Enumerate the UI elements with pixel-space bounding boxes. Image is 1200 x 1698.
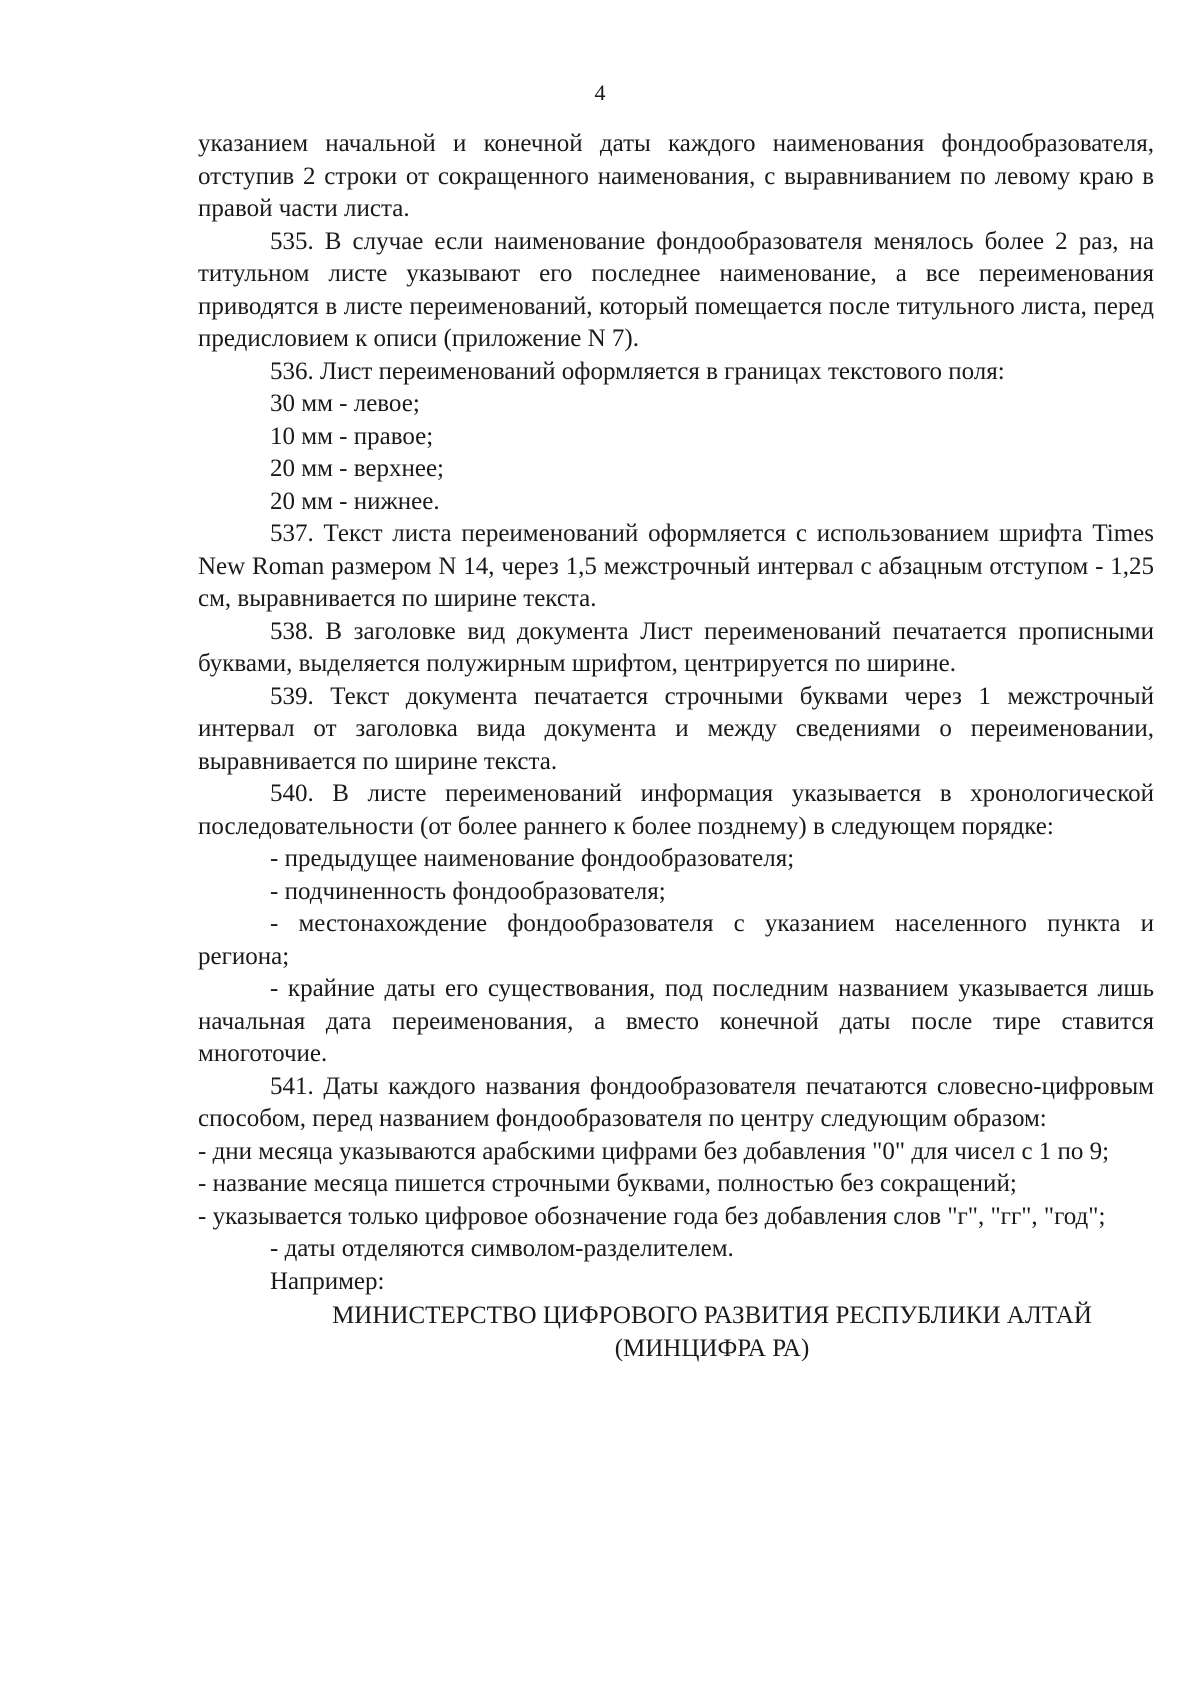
paragraph-538: 538. В заголовке вид документа Лист переименований печатается прописными буквами, выделяется полужирным шрифтом, центрируется по ширине. <box>198 617 1154 677</box>
paragraph-536: 536. Лист переименований оформляется в границах текстового поля: <box>270 357 1005 385</box>
list-item-month: - название месяца пишется строчными буквами, полностью без сокращений; <box>198 1170 1017 1197</box>
example-ministry-name: МИНИСТЕРСТВО ЦИФРОВОГО РАЗВИТИЯ РЕСПУБЛИКИ АЛТАЙ <box>332 1302 1092 1329</box>
list-item-dates: - крайние даты его существования, под последним названием указывается лишь начальная дата переименования, а вместо конечной даты после тире ставится многоточие. <box>198 975 1154 1067</box>
list-item-previous-name: - предыдущее наименование фондообразователя; <box>270 845 795 872</box>
margin-right-item: 10 мм - правое; <box>270 422 434 450</box>
margin-left-item: 30 мм - левое; <box>270 390 420 417</box>
list-item-separator: - даты отделяются символом-разделителем. <box>270 1235 734 1262</box>
example-ministry-abbreviation: (МИНЦИФРА РА) <box>614 1334 810 1362</box>
margin-top-item: 20 мм - верхнее; <box>270 455 444 482</box>
paragraph-535: 535. В случае если наименование фондообразователя менялось более 2 раз, на титульном листе указывают его последнее наименование, а все переименования приводятся в листе переименований, который помещается после титульного листа, перед предисловием к описи (приложение N 7). <box>198 227 1154 352</box>
paragraph-537: 537. Текст листа переименований оформляется с использованием шрифта Times New Roman размером N 14, через 1,5 межстрочный интервал с абзацным отступом - 1,25 см, выравнивается по ширине текста. <box>198 520 1154 612</box>
example-label: Например: <box>270 1267 385 1295</box>
list-item-days: - дни месяца указываются арабскими цифрами без добавления "0" для чисел с 1 по 9; <box>198 1137 1110 1165</box>
paragraph-540: 540. В листе переименований информация указывается в хронологической последовательности (от более раннего к более позднему) в следующем порядке: <box>198 780 1154 840</box>
page-number: 4 <box>594 80 606 105</box>
paragraph-541: 541. Даты каждого названия фондообразователя печатаются словесно-цифровым способом, перед названием фондообразователя по центру следующим образом: <box>198 1072 1154 1132</box>
margin-bottom-item: 20 мм - нижнее. <box>270 487 440 515</box>
list-item-subordination: - подчиненность фондообразователя; <box>270 877 666 905</box>
list-item-year: - указывается только цифровое обозначение года без добавления слов "г", "гг", "год"; <box>198 1202 1106 1230</box>
list-item-location: - местонахождение фондообразователя с указанием населенного пункта и региона; <box>198 910 1154 970</box>
paragraph-539: 539. Текст документа печатается строчными буквами через 1 межстрочный интервал от заголовка вида документа и между сведениями о переименовании, выравнивается по ширине текста. <box>198 682 1154 775</box>
document-body <box>198 128 1154 1365</box>
paragraph-continuation: указанием начальной и конечной даты каждого наименования фондообразователя, отступив 2 строки от сокращенного наименования, с выравниванием по левому краю в правой части листа. <box>198 130 1154 222</box>
